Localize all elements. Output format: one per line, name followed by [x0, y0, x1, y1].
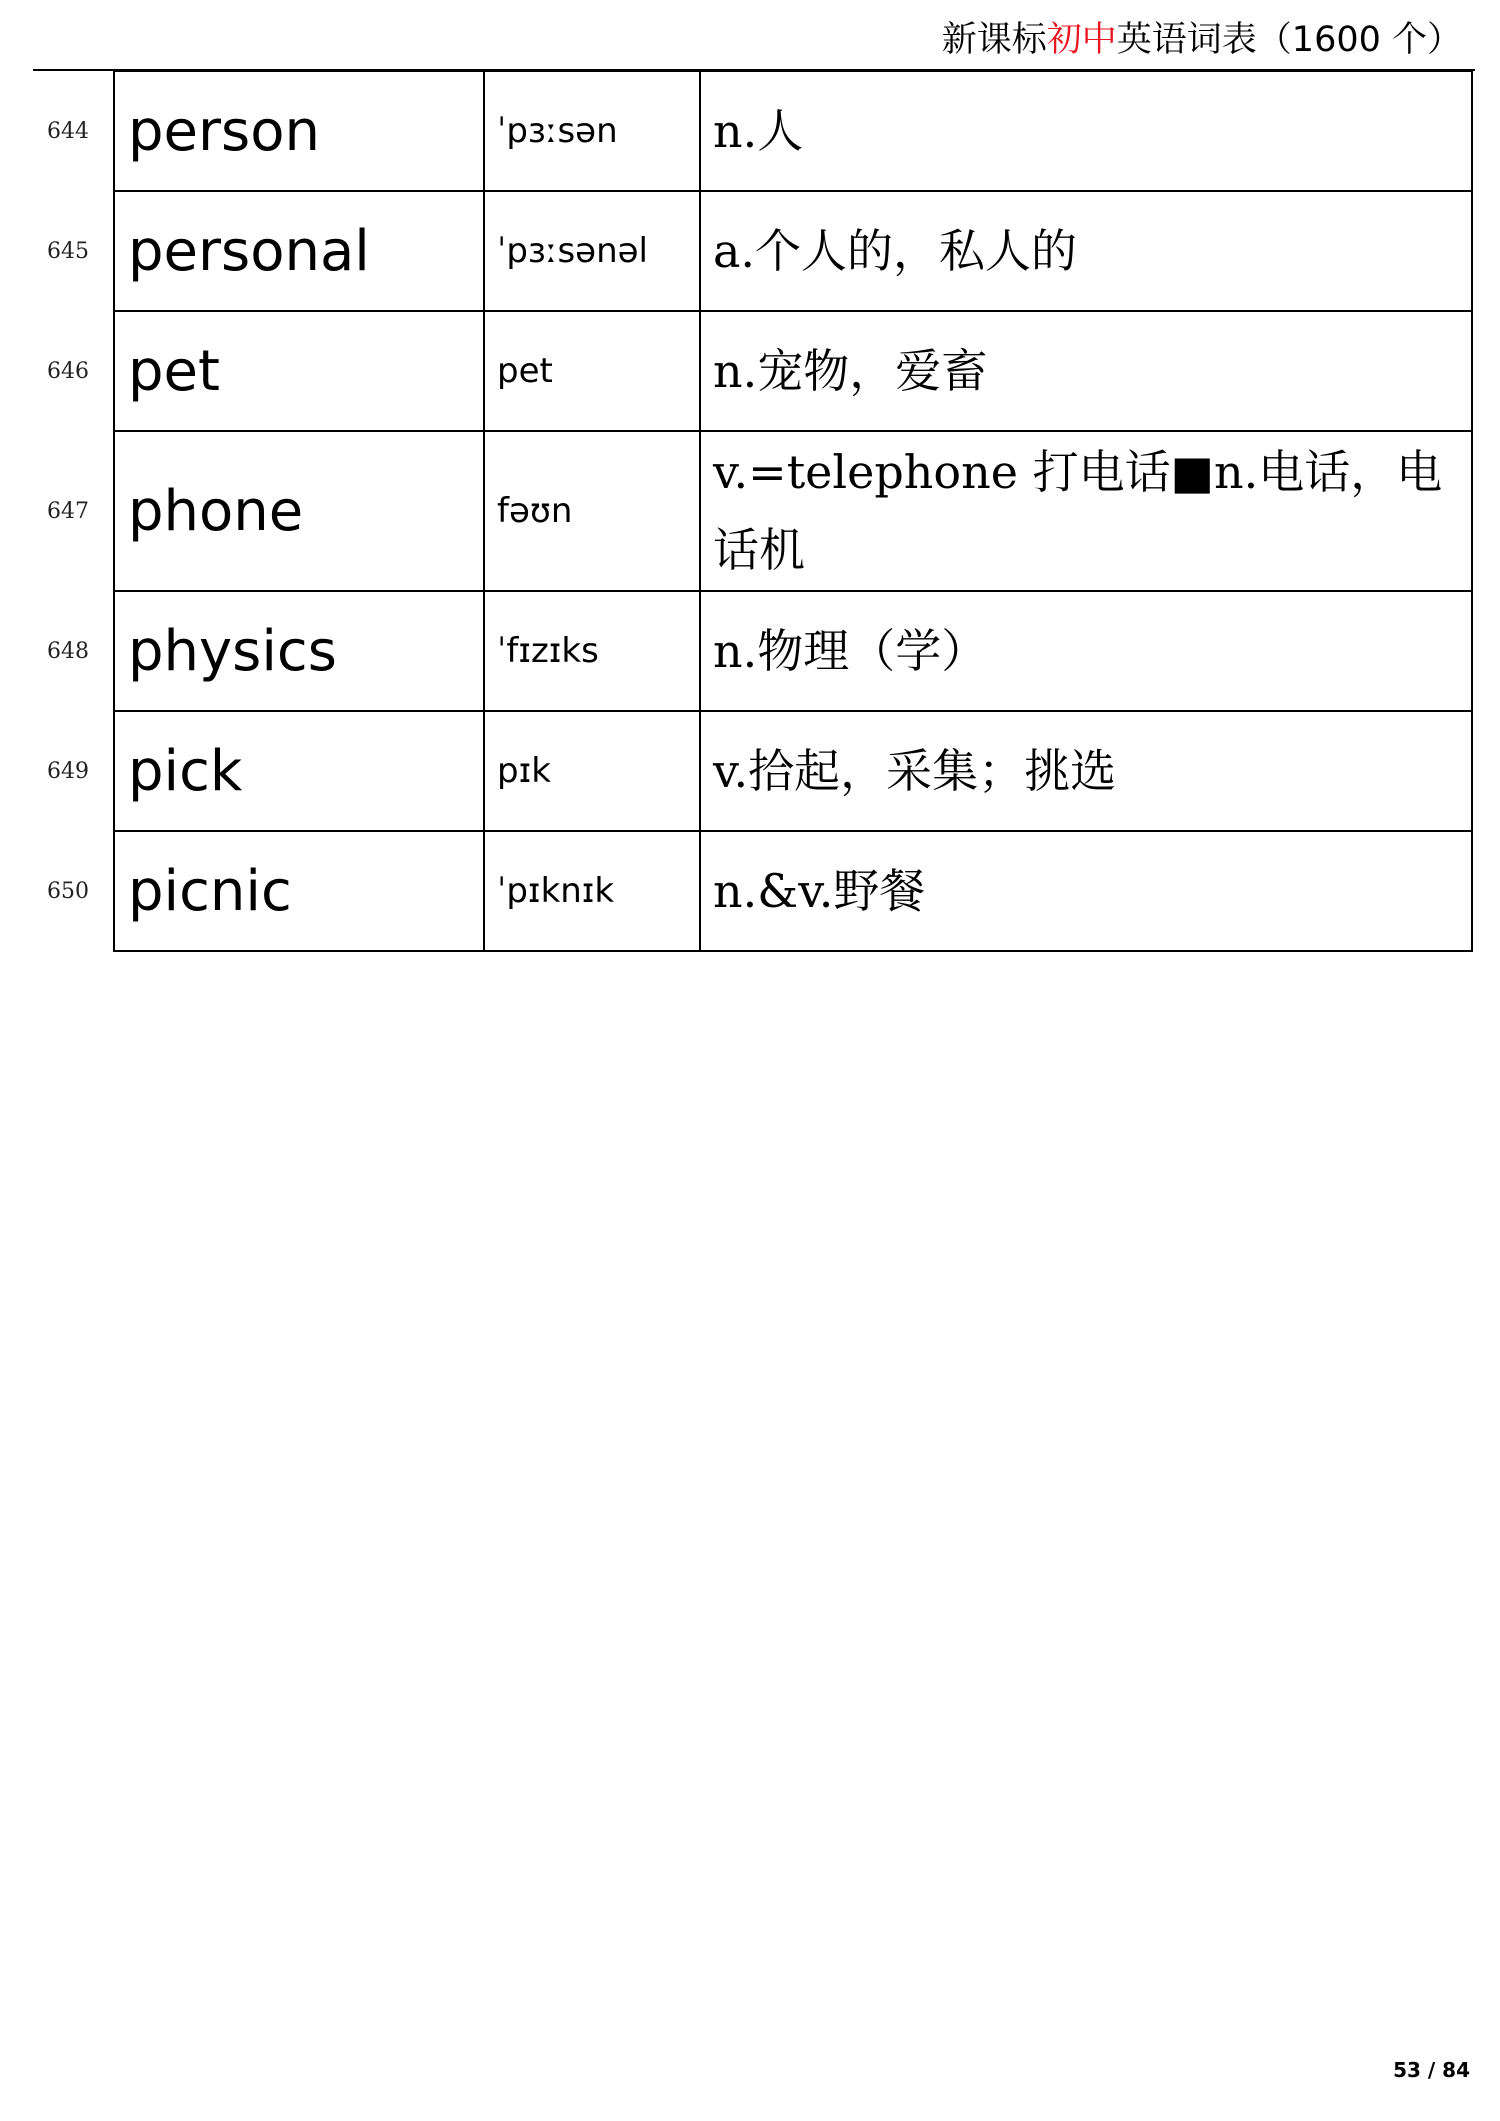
entry-number: 647 — [47, 498, 89, 524]
entry-definition: n.&v.野餐 — [700, 831, 1472, 951]
entry-word: person — [114, 71, 484, 191]
entry-number: 646 — [47, 358, 89, 384]
entry-phonetic: fəʊn — [484, 431, 700, 591]
entry-phonetic: ˈpɪknɪk — [484, 831, 700, 951]
table-row — [33, 71, 1472, 191]
entry-word: pick — [114, 711, 484, 831]
header-title-part-1: 新课标 — [941, 20, 1047, 60]
page-header-title — [942, 14, 1462, 66]
entry-word: pet — [114, 311, 484, 431]
entry-word: phone — [114, 431, 484, 591]
table-row — [33, 711, 1472, 831]
table-row — [33, 311, 1472, 431]
entry-definition: n.物理（学） — [700, 591, 1472, 711]
table-row — [33, 831, 1472, 951]
page-number: 53 / 84 — [1393, 2058, 1470, 2082]
entry-phonetic: pet — [484, 311, 700, 431]
entry-phonetic: ˈpɜːsənəl — [484, 191, 700, 311]
entry-number: 645 — [47, 238, 89, 264]
table-row — [33, 191, 1472, 311]
header-title-highlight: 初中 — [1046, 20, 1117, 60]
entry-word: picnic — [114, 831, 484, 951]
table-row — [33, 591, 1472, 711]
entry-phonetic: ˈfɪzɪks — [484, 591, 700, 711]
header-title-part-2: 英语词表（1600 个） — [1116, 20, 1462, 60]
entry-phonetic: ˈpɜːsən — [484, 71, 700, 191]
entry-definition: v.=telephone 打电话■n.电话，电话机 — [700, 431, 1472, 591]
entry-number: 649 — [47, 758, 89, 784]
entry-phonetic: pɪk — [484, 711, 700, 831]
table-row — [33, 431, 1472, 591]
entry-definition: n.人 — [700, 71, 1472, 191]
vocabulary-table — [33, 70, 1473, 952]
entry-word: personal — [114, 191, 484, 311]
entry-definition: n.宠物，爱畜 — [700, 311, 1472, 431]
entry-number: 650 — [47, 878, 89, 904]
entry-definition: v.拾起，采集；挑选 — [700, 711, 1472, 831]
entry-definition: a.个人的，私人的 — [700, 191, 1472, 311]
entry-number: 644 — [47, 118, 89, 144]
entry-word: physics — [114, 591, 484, 711]
entry-number: 648 — [47, 638, 89, 664]
